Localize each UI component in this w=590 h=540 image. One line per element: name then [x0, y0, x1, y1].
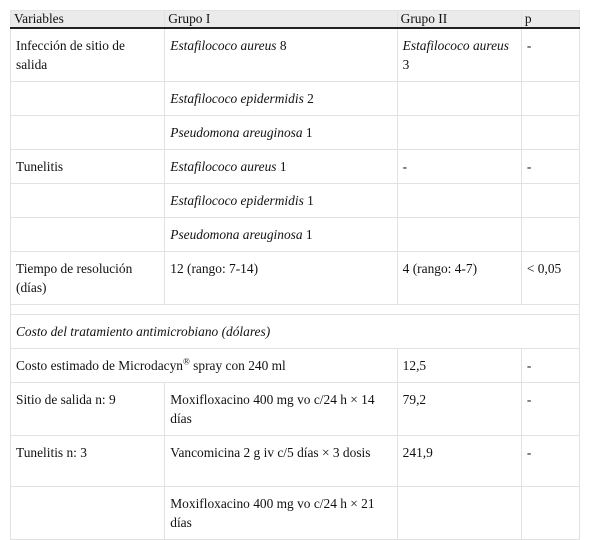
organism-name: Estafilococo aureus: [170, 38, 277, 53]
cell-grupo-ii: 12,5: [397, 349, 521, 383]
cell-p: [521, 82, 579, 116]
section-title: Costo del tratamiento antimicrobiano (dólares): [11, 315, 580, 349]
table-row: [11, 150, 580, 184]
table-row: [11, 218, 580, 252]
organism-count: 1: [279, 159, 287, 174]
variable-text-suffix: spray con 240 ml: [189, 358, 286, 373]
cell-grupo-i: 12 (rango: 7-14): [165, 252, 397, 305]
cell-grupo-i: [165, 150, 397, 184]
cell-variable: Sitio de salida n: 9: [11, 383, 165, 436]
cell-grupo-i: [165, 82, 397, 116]
cell-grupo-ii: [397, 487, 521, 540]
cell-grupo-i: Vancomicina 2 g iv c/5 días × 3 dosis: [165, 436, 397, 487]
organism-count: 1: [307, 193, 314, 208]
cell-variable: [11, 487, 165, 540]
cell-grupo-ii: [397, 82, 521, 116]
organism-name: Estafilococo aureus: [402, 38, 509, 53]
cell-grupo-ii: 241,9: [397, 436, 521, 487]
organism-name: Pseudomona areuginosa: [170, 227, 303, 242]
header-grupo-ii: Grupo II: [397, 11, 521, 29]
cell-grupo-ii: [397, 218, 521, 252]
table-row: [11, 116, 580, 150]
cell-variable: Tunelitis: [11, 150, 165, 184]
header-row: [11, 11, 580, 29]
table-row: [11, 349, 580, 383]
results-table: [10, 10, 580, 540]
cell-p: [521, 218, 579, 252]
cell-grupo-ii: [397, 28, 521, 82]
spacer-row: [11, 305, 580, 315]
header-grupo-i: Grupo I: [165, 11, 397, 29]
cell-p: [521, 184, 579, 218]
cell-grupo-ii: 4 (rango: 4-7): [397, 252, 521, 305]
cell-grupo-i: [165, 116, 397, 150]
cell-variable: [11, 82, 165, 116]
table-row: [11, 28, 580, 82]
cell-grupo-i: [165, 28, 397, 82]
header-p: p: [521, 11, 579, 29]
cell-grupo-ii: [397, 116, 521, 150]
cell-variable: [11, 349, 398, 383]
cell-variable: [11, 116, 165, 150]
organism-count: 8: [279, 38, 287, 53]
section-row: [11, 315, 580, 349]
cell-variable: Infección de sitio de salida: [11, 28, 165, 82]
organism-name: Pseudomona areuginosa: [170, 125, 303, 140]
registered-mark: ®: [182, 356, 190, 367]
cell-grupo-ii: 79,2: [397, 383, 521, 436]
cell-variable: [11, 184, 165, 218]
cell-p: -: [521, 150, 579, 184]
cell-grupo-i: Moxifloxacino 400 mg vo c/24 h × 14 días: [165, 383, 397, 436]
cell-p: -: [521, 28, 579, 82]
cell-variable: Tunelitis n: 3: [11, 436, 165, 487]
cell-grupo-i: [165, 184, 397, 218]
organism-name: Estafilococo aureus: [170, 159, 277, 174]
cell-p: [521, 116, 579, 150]
cell-p: < 0,05: [521, 252, 579, 305]
cell-variable: Tiempo de resolución (días): [11, 252, 165, 305]
table-row: [11, 82, 580, 116]
cell-p: -: [521, 383, 579, 436]
header-variables: Variables: [11, 11, 165, 29]
organism-name: Estafilococo epidermidis: [170, 91, 304, 106]
organism-count: 2: [307, 91, 314, 106]
table-row: [11, 252, 580, 305]
cell-p: [521, 487, 579, 540]
table-row: [11, 383, 580, 436]
table-row: [11, 184, 580, 218]
cell-grupo-ii: [397, 184, 521, 218]
cell-p: -: [521, 436, 579, 487]
organism-name: Estafilococo epidermidis: [170, 193, 304, 208]
spacer-cell: [11, 305, 580, 315]
organism-count: 3: [402, 57, 410, 72]
organism-count: 1: [305, 227, 313, 242]
table-row: [11, 487, 580, 540]
cell-grupo-i: [165, 218, 397, 252]
cell-grupo-i: Moxifloxacino 400 mg vo c/24 h × 21 días: [165, 487, 397, 540]
variable-text: Costo estimado de Microdacyn: [16, 358, 183, 373]
organism-count: 1: [305, 125, 313, 140]
cell-grupo-ii: -: [397, 150, 521, 184]
cell-p: -: [521, 349, 579, 383]
cell-variable: [11, 218, 165, 252]
table-row: [11, 436, 580, 487]
